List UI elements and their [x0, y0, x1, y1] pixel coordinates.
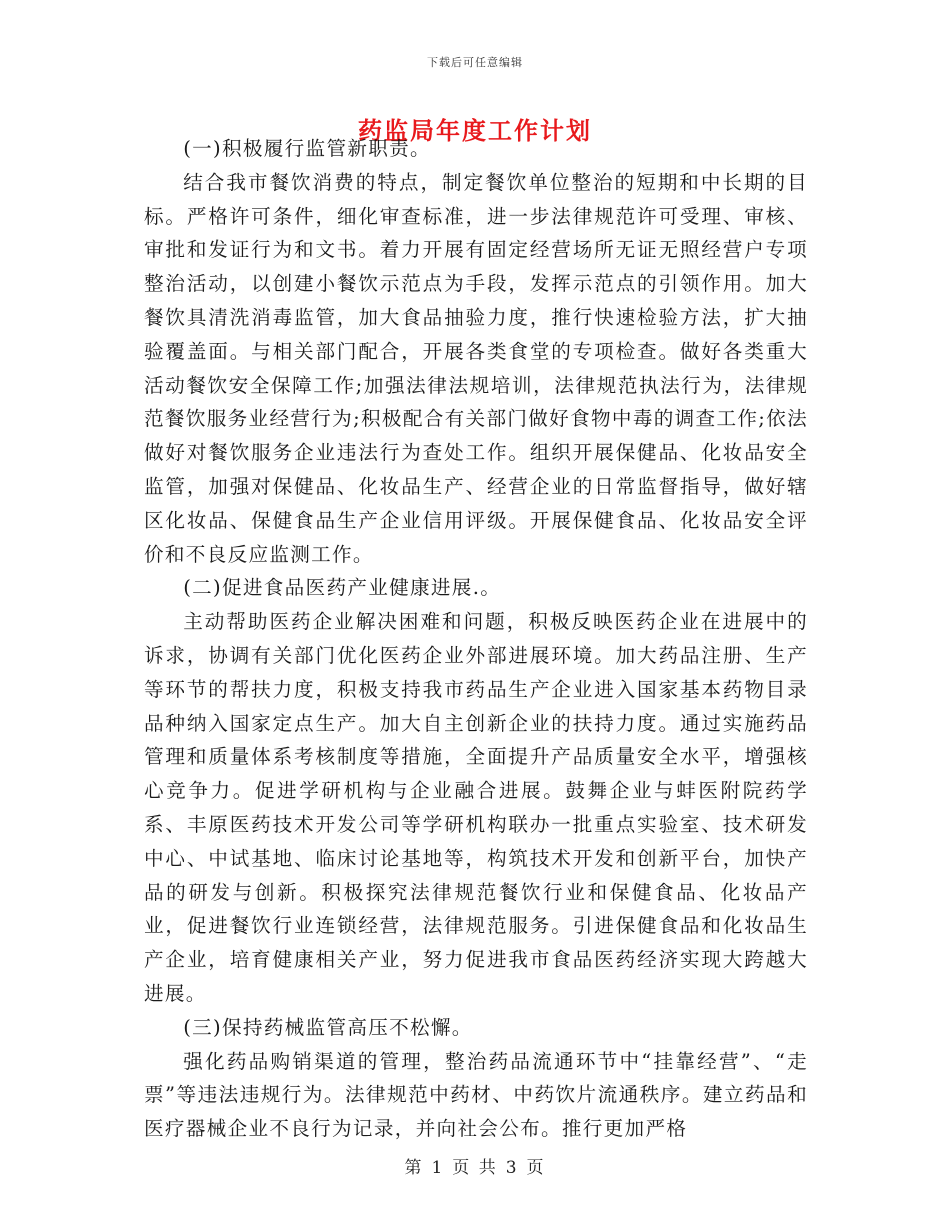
- page-number: 1: [431, 1158, 445, 1178]
- section-heading-2: (二)促进食品医药产业健康进展.。: [183, 576, 502, 600]
- page-footer: [0, 1153, 950, 1178]
- body-paragraph: 结合我市餐饮消费的特点，制定餐饮单位整治的短期和中长期的目标。严格许可条件，细化审查标准，进一步法律规范许可受理、审核、审批和发证行为和文书。着力开展有固定经营场所无证无照经营户专项整治活动，以创建小餐饮示范点为手段，发挥示范点的引领作用。加大餐饮具清洗消毒监管，加大食品抽验力度，推行快速检验方法，扩大抽验覆盖面。与相关部门配合，开展各类食堂的专项检查。做好各类重大活动餐饮安全保障工作;加强法律法规培训，法律规范执法行为，法律规范餐饮服务业经营行为;积极配合有关部门做好食物中毒的调查工作;依法做好对餐饮服务企业违法行为查处工作。组织开展保健品、化妆品安全监管，加强对保健品、化妆品生产、经营企业的日常监督指导，做好辖区化妆品、保健食品生产企业信用评级。开展保健食品、化妆品安全评价和不良反应监测工作。: [144, 170, 808, 566]
- body-paragraph: 强化药品购销渠道的管理，整治药品流通环节中“挂靠经营”、“走票”等违法违规行为。法律规范中药材、中药饮片流通秩序。建立药品和医疗器械企业不良行为记录，并向社会公布。推行更加严格: [144, 1049, 808, 1141]
- document-body: [144, 132, 808, 1146]
- section-heading-3: (三)保持药械监管高压不松懈。: [183, 1015, 473, 1039]
- page-total: 3: [505, 1158, 519, 1178]
- footer-prefix: 第: [404, 1158, 424, 1178]
- header-note: 下载后可任意编辑: [427, 56, 523, 69]
- footer-suffix: 页: [526, 1158, 546, 1178]
- footer-mid: 页 共: [452, 1158, 498, 1178]
- body-paragraph: 主动帮助医药企业解决困难和问题，积极反映医药企业在进展中的诉求，协调有关部门优化医药企业外部进展环境。加大药品注册、生产等环节的帮扶力度，积极支持我市药品生产企业进入国家基本药物目录品种纳入国家定点生产。加大自主创新企业的扶持力度。通过实施药品管理和质量体系考核制度等措施，全面提升产品质量安全水平，增强核心竞争力。促进学研机构与企业融合进展。鼓舞企业与蚌医附院药学系、丰原医药技术开发公司等学研机构联办一批重点实验室、技术研发中心、中试基地、临床讨论基地等，构筑技术开发和创新平台，加快产品的研发与创新。积极探究法律规范餐饮行业和保健食品、化妆品产业，促进餐饮行业连锁经营，法律规范服务。引进保健食品和化妆品生产企业，培育健康相关产业，努力促进我市食品医药经济实现大跨越大进展。: [144, 610, 808, 1005]
- section-heading-1: (一)积极履行监管新职责。: [183, 137, 431, 160]
- document-title: 药监局年度工作计划: [358, 116, 592, 145]
